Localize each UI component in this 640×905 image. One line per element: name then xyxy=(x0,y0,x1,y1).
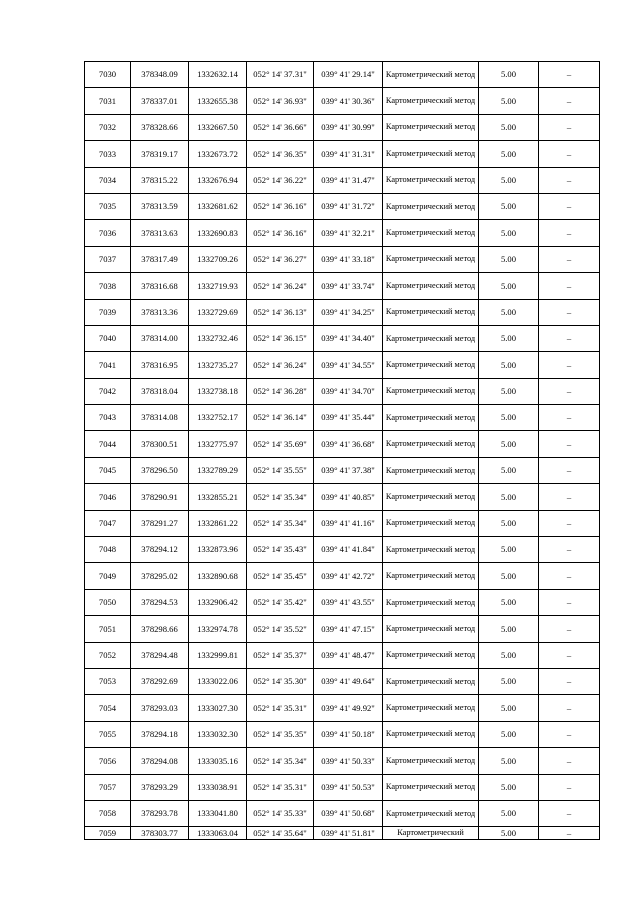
accuracy-cell: 5.00 xyxy=(479,616,539,642)
method-cell: Картометрический метод xyxy=(383,114,479,140)
accuracy-cell: 5.00 xyxy=(479,378,539,404)
accuracy-cell: 5.00 xyxy=(479,774,539,800)
y-coordinate-cell: 1332855.21 xyxy=(189,484,247,510)
x-coordinate-cell: 378294.12 xyxy=(131,537,189,563)
x-coordinate-cell: 378293.78 xyxy=(131,800,189,826)
x-coordinate-cell: 378313.36 xyxy=(131,299,189,325)
latitude-cell: 052° 14' 35.43" xyxy=(247,537,314,563)
table-row xyxy=(85,616,600,642)
x-coordinate-cell: 378348.09 xyxy=(131,62,189,88)
coordinates-table xyxy=(84,61,600,840)
accuracy-cell: 5.00 xyxy=(479,642,539,668)
latitude-cell: 052° 14' 35.35" xyxy=(247,721,314,747)
latitude-cell: 052° 14' 35.34" xyxy=(247,510,314,536)
method-cell: Картометрический метод xyxy=(383,88,479,114)
table-row xyxy=(85,668,600,694)
latitude-cell: 052° 14' 35.69" xyxy=(247,431,314,457)
point-number-cell: 7042 xyxy=(85,378,131,404)
note-cell: – xyxy=(539,616,600,642)
point-number-cell: 7047 xyxy=(85,510,131,536)
longitude-cell: 039° 41' 49.92" xyxy=(314,695,383,721)
method-cell: Картометрический метод xyxy=(383,220,479,246)
accuracy-cell: 5.00 xyxy=(479,431,539,457)
longitude-cell: 039° 41' 34.25" xyxy=(314,299,383,325)
method-cell: Картометрический метод xyxy=(383,774,479,800)
table-row xyxy=(85,114,600,140)
x-coordinate-cell: 378313.59 xyxy=(131,193,189,219)
x-coordinate-cell: 378294.53 xyxy=(131,589,189,615)
y-coordinate-cell: 1332789.29 xyxy=(189,457,247,483)
y-coordinate-cell: 1333032.30 xyxy=(189,721,247,747)
y-coordinate-cell: 1332906.42 xyxy=(189,589,247,615)
method-cell: Картометрический метод xyxy=(383,193,479,219)
table-row xyxy=(85,246,600,272)
note-cell: – xyxy=(539,405,600,431)
note-cell: – xyxy=(539,748,600,774)
x-coordinate-cell: 378296.50 xyxy=(131,457,189,483)
y-coordinate-cell: 1332735.27 xyxy=(189,352,247,378)
longitude-cell: 039° 41' 47.15" xyxy=(314,616,383,642)
longitude-cell: 039° 41' 31.47" xyxy=(314,167,383,193)
table-row xyxy=(85,774,600,800)
latitude-cell: 052° 14' 36.27" xyxy=(247,246,314,272)
table-row xyxy=(85,537,600,563)
latitude-cell: 052° 14' 36.22" xyxy=(247,167,314,193)
table-row xyxy=(85,721,600,747)
coordinates-table-body xyxy=(85,62,600,840)
latitude-cell: 052° 14' 35.33" xyxy=(247,800,314,826)
note-cell: – xyxy=(539,378,600,404)
y-coordinate-cell: 1332729.69 xyxy=(189,299,247,325)
table-row xyxy=(85,748,600,774)
note-cell: – xyxy=(539,827,600,840)
x-coordinate-cell: 378328.66 xyxy=(131,114,189,140)
point-number-cell: 7031 xyxy=(85,88,131,114)
point-number-cell: 7038 xyxy=(85,273,131,299)
longitude-cell: 039° 41' 50.33" xyxy=(314,748,383,774)
x-coordinate-cell: 378295.02 xyxy=(131,563,189,589)
accuracy-cell: 5.00 xyxy=(479,589,539,615)
note-cell: – xyxy=(539,695,600,721)
note-cell: – xyxy=(539,62,600,88)
method-cell: Картометрический метод xyxy=(383,484,479,510)
longitude-cell: 039° 41' 36.68" xyxy=(314,431,383,457)
note-cell: – xyxy=(539,589,600,615)
note-cell: – xyxy=(539,193,600,219)
note-cell: – xyxy=(539,563,600,589)
x-coordinate-cell: 378300.51 xyxy=(131,431,189,457)
latitude-cell: 052° 14' 35.34" xyxy=(247,484,314,510)
table-row xyxy=(85,141,600,167)
y-coordinate-cell: 1332690.83 xyxy=(189,220,247,246)
point-number-cell: 7059 xyxy=(85,827,131,840)
note-cell: – xyxy=(539,273,600,299)
note-cell: – xyxy=(539,537,600,563)
point-number-cell: 7040 xyxy=(85,325,131,351)
method-cell: Картометрический метод xyxy=(383,431,479,457)
x-coordinate-cell: 378316.68 xyxy=(131,273,189,299)
method-cell: Картометрический метод xyxy=(383,537,479,563)
x-coordinate-cell: 378314.00 xyxy=(131,325,189,351)
table-row xyxy=(85,695,600,721)
x-coordinate-cell: 378313.63 xyxy=(131,220,189,246)
method-cell: Картометрический метод xyxy=(383,273,479,299)
table-row xyxy=(85,220,600,246)
point-number-cell: 7054 xyxy=(85,695,131,721)
x-coordinate-cell: 378291.27 xyxy=(131,510,189,536)
table-row xyxy=(85,273,600,299)
method-cell: Картометрический метод xyxy=(383,405,479,431)
point-number-cell: 7032 xyxy=(85,114,131,140)
longitude-cell: 039° 41' 48.47" xyxy=(314,642,383,668)
table-row xyxy=(85,299,600,325)
note-cell: – xyxy=(539,299,600,325)
table-row xyxy=(85,405,600,431)
note-cell: – xyxy=(539,167,600,193)
accuracy-cell: 5.00 xyxy=(479,62,539,88)
longitude-cell: 039° 41' 31.31" xyxy=(314,141,383,167)
latitude-cell: 052° 14' 35.30" xyxy=(247,668,314,694)
x-coordinate-cell: 378316.95 xyxy=(131,352,189,378)
table-row xyxy=(85,193,600,219)
y-coordinate-cell: 1333038.91 xyxy=(189,774,247,800)
accuracy-cell: 5.00 xyxy=(479,695,539,721)
method-cell: Картометрический метод xyxy=(383,62,479,88)
longitude-cell: 039° 41' 34.70" xyxy=(314,378,383,404)
accuracy-cell: 5.00 xyxy=(479,827,539,840)
method-cell: Картометрический метод xyxy=(383,642,479,668)
y-coordinate-cell: 1332676.94 xyxy=(189,167,247,193)
note-cell: – xyxy=(539,721,600,747)
longitude-cell: 039° 41' 50.18" xyxy=(314,721,383,747)
y-coordinate-cell: 1332667.50 xyxy=(189,114,247,140)
note-cell: – xyxy=(539,774,600,800)
y-coordinate-cell: 1332673.72 xyxy=(189,141,247,167)
table-row xyxy=(85,167,600,193)
x-coordinate-cell: 378337.01 xyxy=(131,88,189,114)
x-coordinate-cell: 378290.91 xyxy=(131,484,189,510)
point-number-cell: 7051 xyxy=(85,616,131,642)
note-cell: – xyxy=(539,352,600,378)
longitude-cell: 039° 41' 35.44" xyxy=(314,405,383,431)
point-number-cell: 7058 xyxy=(85,800,131,826)
point-number-cell: 7053 xyxy=(85,668,131,694)
note-cell: – xyxy=(539,457,600,483)
x-coordinate-cell: 378317.49 xyxy=(131,246,189,272)
method-cell: Картометрический метод xyxy=(383,457,479,483)
longitude-cell: 039° 41' 33.18" xyxy=(314,246,383,272)
point-number-cell: 7046 xyxy=(85,484,131,510)
x-coordinate-cell: 378294.18 xyxy=(131,721,189,747)
table-row xyxy=(85,800,600,826)
table-row xyxy=(85,589,600,615)
method-cell: Картометрический метод xyxy=(383,378,479,404)
y-coordinate-cell: 1332974.78 xyxy=(189,616,247,642)
longitude-cell: 039° 41' 30.99" xyxy=(314,114,383,140)
x-coordinate-cell: 378298.66 xyxy=(131,616,189,642)
accuracy-cell: 5.00 xyxy=(479,510,539,536)
y-coordinate-cell: 1333041.80 xyxy=(189,800,247,826)
method-cell: Картометрический метод xyxy=(383,721,479,747)
longitude-cell: 039° 41' 50.53" xyxy=(314,774,383,800)
x-coordinate-cell: 378292.69 xyxy=(131,668,189,694)
table-row xyxy=(85,62,600,88)
y-coordinate-cell: 1332719.93 xyxy=(189,273,247,299)
accuracy-cell: 5.00 xyxy=(479,537,539,563)
table-row xyxy=(85,642,600,668)
x-coordinate-cell: 378293.29 xyxy=(131,774,189,800)
point-number-cell: 7035 xyxy=(85,193,131,219)
accuracy-cell: 5.00 xyxy=(479,299,539,325)
latitude-cell: 052° 14' 36.16" xyxy=(247,193,314,219)
x-coordinate-cell: 378319.17 xyxy=(131,141,189,167)
point-number-cell: 7041 xyxy=(85,352,131,378)
y-coordinate-cell: 1333035.16 xyxy=(189,748,247,774)
y-coordinate-cell: 1332709.26 xyxy=(189,246,247,272)
note-cell: – xyxy=(539,114,600,140)
y-coordinate-cell: 1333063.04 xyxy=(189,827,247,840)
latitude-cell: 052° 14' 36.16" xyxy=(247,220,314,246)
point-number-cell: 7055 xyxy=(85,721,131,747)
point-number-cell: 7050 xyxy=(85,589,131,615)
accuracy-cell: 5.00 xyxy=(479,246,539,272)
longitude-cell: 039° 41' 51.81" xyxy=(314,827,383,840)
y-coordinate-cell: 1332655.38 xyxy=(189,88,247,114)
method-cell: Картометрический метод xyxy=(383,695,479,721)
longitude-cell: 039° 41' 31.72" xyxy=(314,193,383,219)
point-number-cell: 7049 xyxy=(85,563,131,589)
latitude-cell: 052° 14' 35.45" xyxy=(247,563,314,589)
method-cell: Картометрический метод xyxy=(383,668,479,694)
point-number-cell: 7033 xyxy=(85,141,131,167)
accuracy-cell: 5.00 xyxy=(479,193,539,219)
x-coordinate-cell: 378303.77 xyxy=(131,827,189,840)
y-coordinate-cell: 1333022.06 xyxy=(189,668,247,694)
latitude-cell: 052° 14' 35.31" xyxy=(247,695,314,721)
table-row xyxy=(85,325,600,351)
latitude-cell: 052° 14' 36.15" xyxy=(247,325,314,351)
longitude-cell: 039° 41' 41.16" xyxy=(314,510,383,536)
point-number-cell: 7056 xyxy=(85,748,131,774)
accuracy-cell: 5.00 xyxy=(479,668,539,694)
method-cell: Картометрический метод xyxy=(383,800,479,826)
point-number-cell: 7043 xyxy=(85,405,131,431)
table-row xyxy=(85,88,600,114)
accuracy-cell: 5.00 xyxy=(479,405,539,431)
note-cell: – xyxy=(539,246,600,272)
method-cell: Картометрический метод xyxy=(383,748,479,774)
latitude-cell: 052° 14' 35.42" xyxy=(247,589,314,615)
y-coordinate-cell: 1332632.14 xyxy=(189,62,247,88)
method-cell: Картометрический метод xyxy=(383,563,479,589)
latitude-cell: 052° 14' 35.37" xyxy=(247,642,314,668)
longitude-cell: 039° 41' 30.36" xyxy=(314,88,383,114)
accuracy-cell: 5.00 xyxy=(479,141,539,167)
latitude-cell: 052° 14' 35.52" xyxy=(247,616,314,642)
accuracy-cell: 5.00 xyxy=(479,88,539,114)
note-cell: – xyxy=(539,484,600,510)
table-row xyxy=(85,378,600,404)
latitude-cell: 052° 14' 35.31" xyxy=(247,774,314,800)
latitude-cell: 052° 14' 36.35" xyxy=(247,141,314,167)
x-coordinate-cell: 378318.04 xyxy=(131,378,189,404)
note-cell: – xyxy=(539,510,600,536)
longitude-cell: 039° 41' 40.85" xyxy=(314,484,383,510)
point-number-cell: 7037 xyxy=(85,246,131,272)
longitude-cell: 039° 41' 50.68" xyxy=(314,800,383,826)
table-row xyxy=(85,484,600,510)
accuracy-cell: 5.00 xyxy=(479,457,539,483)
x-coordinate-cell: 378293.03 xyxy=(131,695,189,721)
method-cell: Картометрический метод xyxy=(383,141,479,167)
accuracy-cell: 5.00 xyxy=(479,114,539,140)
longitude-cell: 039° 41' 32.21" xyxy=(314,220,383,246)
accuracy-cell: 5.00 xyxy=(479,325,539,351)
longitude-cell: 039° 41' 42.72" xyxy=(314,563,383,589)
longitude-cell: 039° 41' 43.55" xyxy=(314,589,383,615)
y-coordinate-cell: 1332873.96 xyxy=(189,537,247,563)
point-number-cell: 7036 xyxy=(85,220,131,246)
table-row xyxy=(85,431,600,457)
accuracy-cell: 5.00 xyxy=(479,352,539,378)
note-cell: – xyxy=(539,668,600,694)
point-number-cell: 7039 xyxy=(85,299,131,325)
y-coordinate-cell: 1332861.22 xyxy=(189,510,247,536)
method-cell: Картометрический метод xyxy=(383,325,479,351)
point-number-cell: 7044 xyxy=(85,431,131,457)
x-coordinate-cell: 378315.22 xyxy=(131,167,189,193)
latitude-cell: 052° 14' 36.13" xyxy=(247,299,314,325)
method-cell: Картометрический метод xyxy=(383,352,479,378)
y-coordinate-cell: 1332738.18 xyxy=(189,378,247,404)
x-coordinate-cell: 378314.08 xyxy=(131,405,189,431)
y-coordinate-cell: 1332890.68 xyxy=(189,563,247,589)
y-coordinate-cell: 1332752.17 xyxy=(189,405,247,431)
note-cell: – xyxy=(539,325,600,351)
latitude-cell: 052° 14' 35.64" xyxy=(247,827,314,840)
y-coordinate-cell: 1332732.46 xyxy=(189,325,247,351)
table-row xyxy=(85,827,600,840)
y-coordinate-cell: 1332681.62 xyxy=(189,193,247,219)
table-row xyxy=(85,510,600,536)
accuracy-cell: 5.00 xyxy=(479,484,539,510)
accuracy-cell: 5.00 xyxy=(479,167,539,193)
point-number-cell: 7045 xyxy=(85,457,131,483)
accuracy-cell: 5.00 xyxy=(479,220,539,246)
accuracy-cell: 5.00 xyxy=(479,563,539,589)
longitude-cell: 039° 41' 41.84" xyxy=(314,537,383,563)
point-number-cell: 7048 xyxy=(85,537,131,563)
table-row xyxy=(85,352,600,378)
table-row xyxy=(85,563,600,589)
x-coordinate-cell: 378294.08 xyxy=(131,748,189,774)
longitude-cell: 039° 41' 49.64" xyxy=(314,668,383,694)
y-coordinate-cell: 1333027.30 xyxy=(189,695,247,721)
latitude-cell: 052° 14' 36.24" xyxy=(247,352,314,378)
latitude-cell: 052° 14' 36.93" xyxy=(247,88,314,114)
method-cell: Картометрический метод xyxy=(383,246,479,272)
longitude-cell: 039° 41' 33.74" xyxy=(314,273,383,299)
note-cell: – xyxy=(539,431,600,457)
note-cell: – xyxy=(539,141,600,167)
longitude-cell: 039° 41' 29.14" xyxy=(314,62,383,88)
y-coordinate-cell: 1332775.97 xyxy=(189,431,247,457)
latitude-cell: 052° 14' 35.34" xyxy=(247,748,314,774)
latitude-cell: 052° 14' 36.14" xyxy=(247,405,314,431)
table-row xyxy=(85,457,600,483)
accuracy-cell: 5.00 xyxy=(479,748,539,774)
latitude-cell: 052° 14' 36.28" xyxy=(247,378,314,404)
point-number-cell: 7052 xyxy=(85,642,131,668)
method-cell: Картометрический метод xyxy=(383,589,479,615)
longitude-cell: 039° 41' 34.40" xyxy=(314,325,383,351)
x-coordinate-cell: 378294.48 xyxy=(131,642,189,668)
latitude-cell: 052° 14' 35.55" xyxy=(247,457,314,483)
longitude-cell: 039° 41' 37.38" xyxy=(314,457,383,483)
method-cell: Картометрический xyxy=(383,827,479,840)
point-number-cell: 7030 xyxy=(85,62,131,88)
longitude-cell: 039° 41' 34.55" xyxy=(314,352,383,378)
note-cell: – xyxy=(539,800,600,826)
accuracy-cell: 5.00 xyxy=(479,273,539,299)
method-cell: Картометрический метод xyxy=(383,167,479,193)
method-cell: Картометрический метод xyxy=(383,299,479,325)
note-cell: – xyxy=(539,642,600,668)
latitude-cell: 052° 14' 36.24" xyxy=(247,273,314,299)
y-coordinate-cell: 1332999.81 xyxy=(189,642,247,668)
accuracy-cell: 5.00 xyxy=(479,721,539,747)
accuracy-cell: 5.00 xyxy=(479,800,539,826)
latitude-cell: 052° 14' 36.66" xyxy=(247,114,314,140)
latitude-cell: 052° 14' 37.31" xyxy=(247,62,314,88)
note-cell: – xyxy=(539,88,600,114)
note-cell: – xyxy=(539,220,600,246)
method-cell: Картометрический метод xyxy=(383,616,479,642)
point-number-cell: 7034 xyxy=(85,167,131,193)
method-cell: Картометрический метод xyxy=(383,510,479,536)
point-number-cell: 7057 xyxy=(85,774,131,800)
